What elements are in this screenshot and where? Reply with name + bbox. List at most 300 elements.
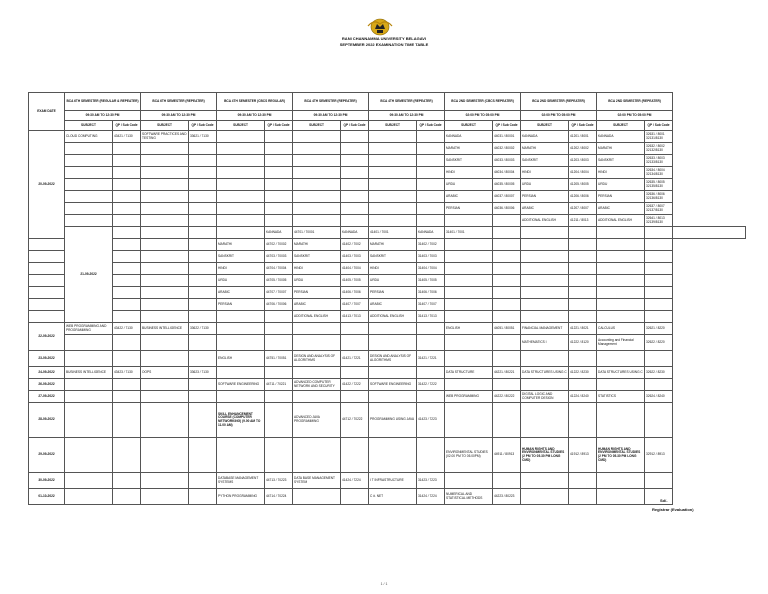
qp-code-cell <box>341 191 369 203</box>
subject-cell <box>369 215 417 227</box>
qp-code-cell <box>265 191 293 203</box>
header-row-times <box>29 111 746 121</box>
qp-code-cell <box>341 391 369 403</box>
qp-code-cell <box>645 275 673 287</box>
qp-code-cell <box>493 403 521 438</box>
subject-header: SUBJECT <box>521 121 569 131</box>
qp-code-cell: 31404 / 7004 <box>417 263 445 275</box>
qp-code-cell <box>341 438 369 473</box>
qp-code-cell <box>113 143 141 155</box>
qp-code-cell: 41203 / 8003 <box>569 155 597 167</box>
qp-code-cell <box>113 335 141 351</box>
qp-code-cell: 31422 / 7222 <box>417 379 445 391</box>
qp-code-cell <box>645 239 673 251</box>
qp-code-cell <box>189 403 217 438</box>
subject-cell <box>445 351 493 367</box>
column-time: 09:30 AM TO 12:30 PM <box>293 111 369 121</box>
qp-code-cell: 32636 / 8006 32136/8130 <box>645 191 673 203</box>
qp-code-cell: 31413 / 7013 <box>417 311 445 323</box>
qp-code-cell <box>341 143 369 155</box>
column-title: BCA 2ND SEMESTER (REPEATER) <box>597 93 673 111</box>
qp-code-cell <box>645 351 673 367</box>
subject-cell: STATISTICS <box>597 391 645 403</box>
subject-cell <box>521 239 569 251</box>
subject-cell <box>597 489 645 505</box>
qp-code-cell <box>645 379 673 391</box>
qp-code-cell <box>569 275 597 287</box>
subject-cell: URDU <box>597 179 645 191</box>
qp-code-cell <box>673 227 746 239</box>
subject-cell: SANSKRIT <box>521 155 569 167</box>
qp-code-cell <box>113 287 141 299</box>
exam-date: 23-09-2022 <box>29 351 65 367</box>
subject-cell <box>141 335 189 351</box>
subject-cell: URDU <box>445 179 493 191</box>
subject-cell <box>65 215 113 227</box>
subject-cell <box>369 438 417 473</box>
subject-cell <box>597 275 645 287</box>
qp-code-cell: 41206 / 8006 <box>569 191 597 203</box>
qp-code-cell <box>189 251 217 263</box>
qp-code-cell <box>113 179 141 191</box>
subject-cell: HINDI <box>445 167 493 179</box>
qp-code-cell: 44701 / 70001 <box>293 227 341 239</box>
timetable-title: SEPTEMBER 2022 EXAMINATION TIME TABLE <box>339 42 429 47</box>
qp-code-cell: 44711 / 70221 <box>265 379 293 391</box>
subject-cell <box>29 311 65 323</box>
subject-cell: ADDITIONAL ENGLISH <box>521 215 569 227</box>
subject-cell <box>29 251 65 263</box>
qp-code-cell: 32631 / 8001 32131/8130 <box>645 131 673 143</box>
subject-cell <box>141 263 189 275</box>
table-row <box>29 391 746 403</box>
qp-code-cell <box>569 473 597 489</box>
column-title: BCA 4TH SEMESTER (REPEATER) <box>293 93 369 111</box>
table-row <box>29 275 746 287</box>
qp-code-cell <box>341 155 369 167</box>
table-row <box>29 167 746 179</box>
subject-cell <box>597 287 645 299</box>
qp-code-cell: 41224 / 8240 <box>569 391 597 403</box>
subject-cell <box>29 299 65 311</box>
subject-cell: DATA STRUCTURES USING C <box>521 367 569 379</box>
subject-header: SUBJECT <box>217 121 265 131</box>
qp-code-cell: 44704 / 70004 <box>265 263 293 275</box>
qp-code-cell: 32621 / 8220 <box>645 323 673 335</box>
subject-cell <box>141 403 189 438</box>
column-title: BCA 6TH SEMESTER (REPEATER) <box>141 93 217 111</box>
qp-code-cell: 32635 / 8005 32135/8130 <box>645 179 673 191</box>
qp-code-cell <box>645 299 673 311</box>
subject-cell <box>597 351 645 367</box>
qp-code-cell: 41406 / 7006 <box>341 287 369 299</box>
subject-cell <box>293 203 341 215</box>
qp-code-cell <box>417 391 445 403</box>
subject-cell: SKILL ENHANCEMENT COURSE (COMPUTER NETWORKING) (9.00 AM TO 11.00 AM) <box>217 403 265 438</box>
subject-cell <box>217 167 265 179</box>
subject-cell <box>141 203 189 215</box>
subject-header: SUBJECT <box>369 121 417 131</box>
exam-date: 24-09-2022 <box>29 367 65 379</box>
qp-code-cell: 41221 / 8021 <box>569 323 597 335</box>
subject-cell <box>597 263 645 275</box>
subject-cell <box>113 227 141 239</box>
subject-cell: NUMERICAL AND STATISTICAL METHODS <box>445 489 493 505</box>
qp-code-cell: 44031 / 80001 <box>493 131 521 143</box>
qp-code-cell <box>341 167 369 179</box>
qp-code-cell <box>341 367 369 379</box>
qp-code-cell: 43422 / 7130 <box>113 323 141 335</box>
qp-code-cell: 31407 / 7007 <box>417 299 445 311</box>
qp-code-cell: 41204 / 8004 <box>569 167 597 179</box>
qp-code-cell <box>493 335 521 351</box>
subject-cell <box>141 191 189 203</box>
subject-cell: MARATHI <box>521 143 569 155</box>
subject-cell <box>217 367 265 379</box>
qp-code-cell <box>189 167 217 179</box>
subject-cell: DATABASE MANAGEMENT SYSTEMS <box>217 473 265 489</box>
qp-code-cell: 41422 / 7222 <box>341 379 369 391</box>
qp-code-cell: 41403 / 7003 <box>341 251 369 263</box>
qp-code-cell <box>341 323 369 335</box>
table-row <box>29 143 746 155</box>
exam-date: 22-09-2022 <box>29 323 65 351</box>
qp-code-cell: 32624 / 8240 <box>645 391 673 403</box>
qp-code-cell <box>265 155 293 167</box>
qp-code-cell <box>493 239 521 251</box>
qp-code-cell: 44221 / 80221 <box>493 367 521 379</box>
qp-code-cell <box>113 203 141 215</box>
header-row-fields <box>29 121 746 131</box>
subject-cell: MARATHI <box>217 239 265 251</box>
qp-code-cell: 41912 / 8913 <box>569 438 597 473</box>
subject-cell <box>141 251 189 263</box>
qp-code-cell <box>189 275 217 287</box>
subject-cell: ENGLISH <box>217 351 265 367</box>
subject-cell <box>293 179 341 191</box>
subject-cell <box>141 179 189 191</box>
exam-date: 21-09-2022 <box>65 227 113 323</box>
subject-cell <box>493 227 521 239</box>
qp-code-cell <box>113 379 141 391</box>
subject-cell: HINDI <box>369 263 417 275</box>
qp-code-cell: 44911 / 80913 <box>493 438 521 473</box>
subject-cell: ADVANCED COMPUTER NETWORK AND SECURITY <box>293 379 341 391</box>
table-row <box>29 473 746 489</box>
subject-cell <box>29 275 65 287</box>
qp-code-cell <box>645 473 673 489</box>
qp-code-cell: 44037 / 80007 <box>493 191 521 203</box>
qp-code-header: QP / Sub Code <box>493 121 521 131</box>
subject-cell: DESIGN AND ANALYSIS OF ALGORITHMS <box>369 351 417 367</box>
subject-cell <box>65 391 113 403</box>
qp-code-cell: 41424 / 7224 <box>341 473 369 489</box>
qp-code-cell <box>417 131 445 143</box>
subject-cell: KANNADA <box>521 131 569 143</box>
qp-code-cell <box>569 351 597 367</box>
qp-code-cell: 32632 / 8002 32132/8130 <box>645 143 673 155</box>
table-row <box>29 335 746 351</box>
qp-code-cell <box>521 227 569 239</box>
qp-code-cell <box>113 299 141 311</box>
subject-cell <box>217 311 265 323</box>
qp-code-cell <box>569 489 597 505</box>
table-row <box>29 323 746 335</box>
subject-cell <box>445 275 493 287</box>
subject-cell <box>141 215 189 227</box>
qp-code-cell: 32641 / 8013 32139/8130 <box>645 215 673 227</box>
qp-code-cell <box>189 155 217 167</box>
subject-cell <box>597 251 645 263</box>
qp-code-cell: 41201 / 8001 <box>569 131 597 143</box>
subject-header: SUBJECT <box>293 121 341 131</box>
subject-cell: ADDITIONAL ENGLISH <box>597 215 645 227</box>
subject-cell <box>141 143 189 155</box>
subject-cell: URDU <box>217 275 265 287</box>
qp-code-cell <box>645 287 673 299</box>
qp-code-cell: 44032 / 80002 <box>493 143 521 155</box>
table-row <box>29 263 746 275</box>
subject-cell: BUSINESS INTELLIGENCE <box>65 367 113 379</box>
qp-code-cell <box>417 215 445 227</box>
qp-code-cell: 31406 / 7006 <box>417 287 445 299</box>
subject-cell <box>597 379 645 391</box>
subject-cell: PERSIAN <box>369 287 417 299</box>
subject-cell: HUMAN RIGHTS AND ENVIRONMENTAL STUDIES (2 PM TO 05.30 PM LONG CMD) <box>521 438 569 473</box>
subject-cell <box>521 251 569 263</box>
page-number: 1 / 1 <box>380 582 388 586</box>
qp-code-cell: 41402 / 7002 <box>341 239 369 251</box>
table-row <box>29 251 746 263</box>
qp-code-cell: 31402 / 7002 <box>417 239 445 251</box>
qp-code-cell <box>417 191 445 203</box>
qp-code-cell: 44714 / 70224 <box>265 489 293 505</box>
subject-cell: DIGITAL LOGIC AND COMPUTER DESIGN <box>521 391 569 403</box>
subject-cell <box>141 391 189 403</box>
subject-cell: ENVIRONMENTAL STUDIES (02.00 PM TO 05.00PM) <box>445 438 493 473</box>
subject-cell <box>29 287 65 299</box>
qp-code-cell: 31401 / 7001 <box>445 227 493 239</box>
qp-code-cell <box>113 311 141 323</box>
qp-code-cell <box>569 311 597 323</box>
subject-cell <box>217 191 265 203</box>
qp-code-cell <box>645 311 673 323</box>
subject-cell <box>65 191 113 203</box>
qp-code-cell <box>417 155 445 167</box>
subject-cell: FINANCIAL MANAGEMENT <box>521 323 569 335</box>
qp-code-cell <box>417 323 445 335</box>
column-title: BCA 6TH SEMESTER (REGULAR & REPEATER) <box>65 93 141 111</box>
qp-code-cell <box>265 367 293 379</box>
qp-code-cell: 44751 / 70051 <box>265 351 293 367</box>
exam-timetable <box>28 92 746 505</box>
subject-cell <box>293 438 341 473</box>
subject-header: SUBJECT <box>141 121 189 131</box>
qp-code-header: QP / Sub Code <box>341 121 369 131</box>
subject-cell <box>293 155 341 167</box>
subject-cell <box>445 403 493 438</box>
subject-cell <box>521 287 569 299</box>
qp-code-cell <box>113 263 141 275</box>
qp-code-cell: 44035 / 80005 <box>493 179 521 191</box>
subject-cell <box>445 379 493 391</box>
subject-cell <box>65 351 113 367</box>
subject-cell <box>65 167 113 179</box>
subject-cell <box>293 167 341 179</box>
qp-code-cell <box>265 323 293 335</box>
subject-cell <box>65 143 113 155</box>
qp-code-cell: 32633 / 8003 32133/8130 <box>645 155 673 167</box>
qp-code-cell <box>645 263 673 275</box>
subject-cell <box>293 367 341 379</box>
subject-cell: KANNADA <box>417 227 445 239</box>
subject-cell <box>65 379 113 391</box>
qp-code-cell: 33621 / 7130 <box>189 131 217 143</box>
qp-code-cell <box>493 263 521 275</box>
subject-cell <box>217 155 265 167</box>
qp-code-cell <box>569 263 597 275</box>
qp-code-cell <box>493 215 521 227</box>
subject-cell <box>597 311 645 323</box>
subject-cell: KANNADA <box>597 131 645 143</box>
table-row <box>29 311 746 323</box>
subject-cell: PROGRAMMING USING JAVA <box>369 403 417 438</box>
table-row <box>29 438 746 473</box>
qp-code-cell <box>493 351 521 367</box>
qp-code-cell <box>113 191 141 203</box>
qp-code-cell <box>189 391 217 403</box>
qp-code-cell <box>113 351 141 367</box>
subject-cell: PERSIAN <box>597 191 645 203</box>
subject-cell: KANNADA <box>265 227 293 239</box>
qp-code-cell <box>417 367 445 379</box>
exam-date: 29-09-2022 <box>29 438 65 473</box>
subject-cell: SANSKRIT <box>597 155 645 167</box>
qp-code-cell <box>113 167 141 179</box>
qp-code-cell <box>265 311 293 323</box>
qp-code-cell: 32634 / 8004 32134/8130 <box>645 167 673 179</box>
qp-code-cell <box>265 391 293 403</box>
qp-code-cell <box>569 379 597 391</box>
qp-code-cell <box>341 335 369 351</box>
university-name: RANI CHANNAMMA UNIVERSITY BELAGAVI <box>341 36 427 41</box>
subject-cell: HINDI <box>293 263 341 275</box>
subject-cell <box>141 473 189 489</box>
subject-cell: ARABIC <box>369 299 417 311</box>
qp-code-cell <box>265 143 293 155</box>
subject-cell <box>445 251 493 263</box>
qp-code-cell <box>569 239 597 251</box>
qp-code-cell <box>265 203 293 215</box>
subject-cell: KANNADA <box>445 131 493 143</box>
subject-cell <box>521 379 569 391</box>
subject-cell <box>65 489 113 505</box>
subject-cell <box>369 391 417 403</box>
qp-code-cell: 44223 / 80223 <box>493 489 521 505</box>
subject-cell <box>369 155 417 167</box>
subject-cell <box>141 489 189 505</box>
subject-cell <box>217 391 265 403</box>
subject-cell <box>369 167 417 179</box>
subject-cell <box>369 367 417 379</box>
table-row <box>29 379 746 391</box>
subject-cell <box>369 191 417 203</box>
table-row <box>29 179 746 191</box>
table-row <box>29 155 746 167</box>
exam-date: 20-09-2022 <box>29 131 65 239</box>
subject-cell <box>65 203 113 215</box>
qp-code-cell: 44705 / 70005 <box>265 275 293 287</box>
subject-cell: I T INFRASTRUCTURE <box>369 473 417 489</box>
exam-date: 28-09-2022 <box>29 403 65 438</box>
subject-cell: SANSKRIT <box>217 251 265 263</box>
registrar-title: Registrar (Evaluation) <box>652 507 694 512</box>
qp-code-cell: 44707 / 70007 <box>265 287 293 299</box>
qp-code-cell <box>493 311 521 323</box>
subject-cell <box>293 335 341 351</box>
subject-cell: URDU <box>521 179 569 191</box>
exam-date: 26-09-2022 <box>29 379 65 391</box>
qp-code-cell: 32622 / 8220 <box>645 335 673 351</box>
subject-cell <box>521 263 569 275</box>
subject-cell <box>569 227 597 239</box>
subject-cell: PERSIAN <box>521 191 569 203</box>
subject-cell <box>65 179 113 191</box>
subject-cell <box>445 287 493 299</box>
qp-code-cell <box>493 299 521 311</box>
subject-cell <box>141 438 189 473</box>
table-row <box>29 191 746 203</box>
qp-code-cell <box>493 275 521 287</box>
subject-cell: HINDI <box>217 263 265 275</box>
exam-date: 01-10-2022 <box>29 489 65 505</box>
qp-code-cell <box>645 403 673 438</box>
qp-code-cell <box>265 335 293 351</box>
qp-code-cell: 44051 / 80051 <box>493 323 521 335</box>
subject-cell: ADDITIONAL ENGLISH <box>293 311 341 323</box>
subject-cell: WEB PROGRAMMING AND PROGRAMMING <box>65 323 113 335</box>
subject-cell <box>217 131 265 143</box>
subject-cell: HINDI <box>597 167 645 179</box>
signature-mark: Sd/- <box>660 498 668 503</box>
subject-cell <box>141 287 189 299</box>
qp-code-cell <box>493 287 521 299</box>
subject-cell <box>141 167 189 179</box>
qp-code-header: QP / Sub Code <box>113 121 141 131</box>
qp-code-cell: 41222 / 8120 <box>569 335 597 351</box>
qp-code-cell: 41207 / 8007 <box>569 203 597 215</box>
subject-cell: URDU <box>369 275 417 287</box>
subject-cell <box>445 239 493 251</box>
qp-code-cell: 41421 / 7221 <box>341 351 369 367</box>
column-time: 09:30 AM TO 12:30 PM <box>65 111 141 121</box>
qp-code-cell <box>113 391 141 403</box>
subject-cell <box>141 155 189 167</box>
table-row <box>29 489 746 505</box>
subject-cell: ARABIC <box>521 203 569 215</box>
qp-code-cell <box>341 203 369 215</box>
qp-code-cell <box>265 438 293 473</box>
qp-code-cell <box>417 179 445 191</box>
column-time: 02:00 PM TO 05:00 PM <box>521 111 597 121</box>
qp-code-cell <box>189 489 217 505</box>
qp-code-cell: 44706 / 70006 <box>265 299 293 311</box>
qp-code-cell: 41407 / 7007 <box>341 299 369 311</box>
subject-cell <box>217 203 265 215</box>
table-row <box>29 227 746 239</box>
qp-code-cell <box>113 155 141 167</box>
table-row <box>29 203 746 215</box>
